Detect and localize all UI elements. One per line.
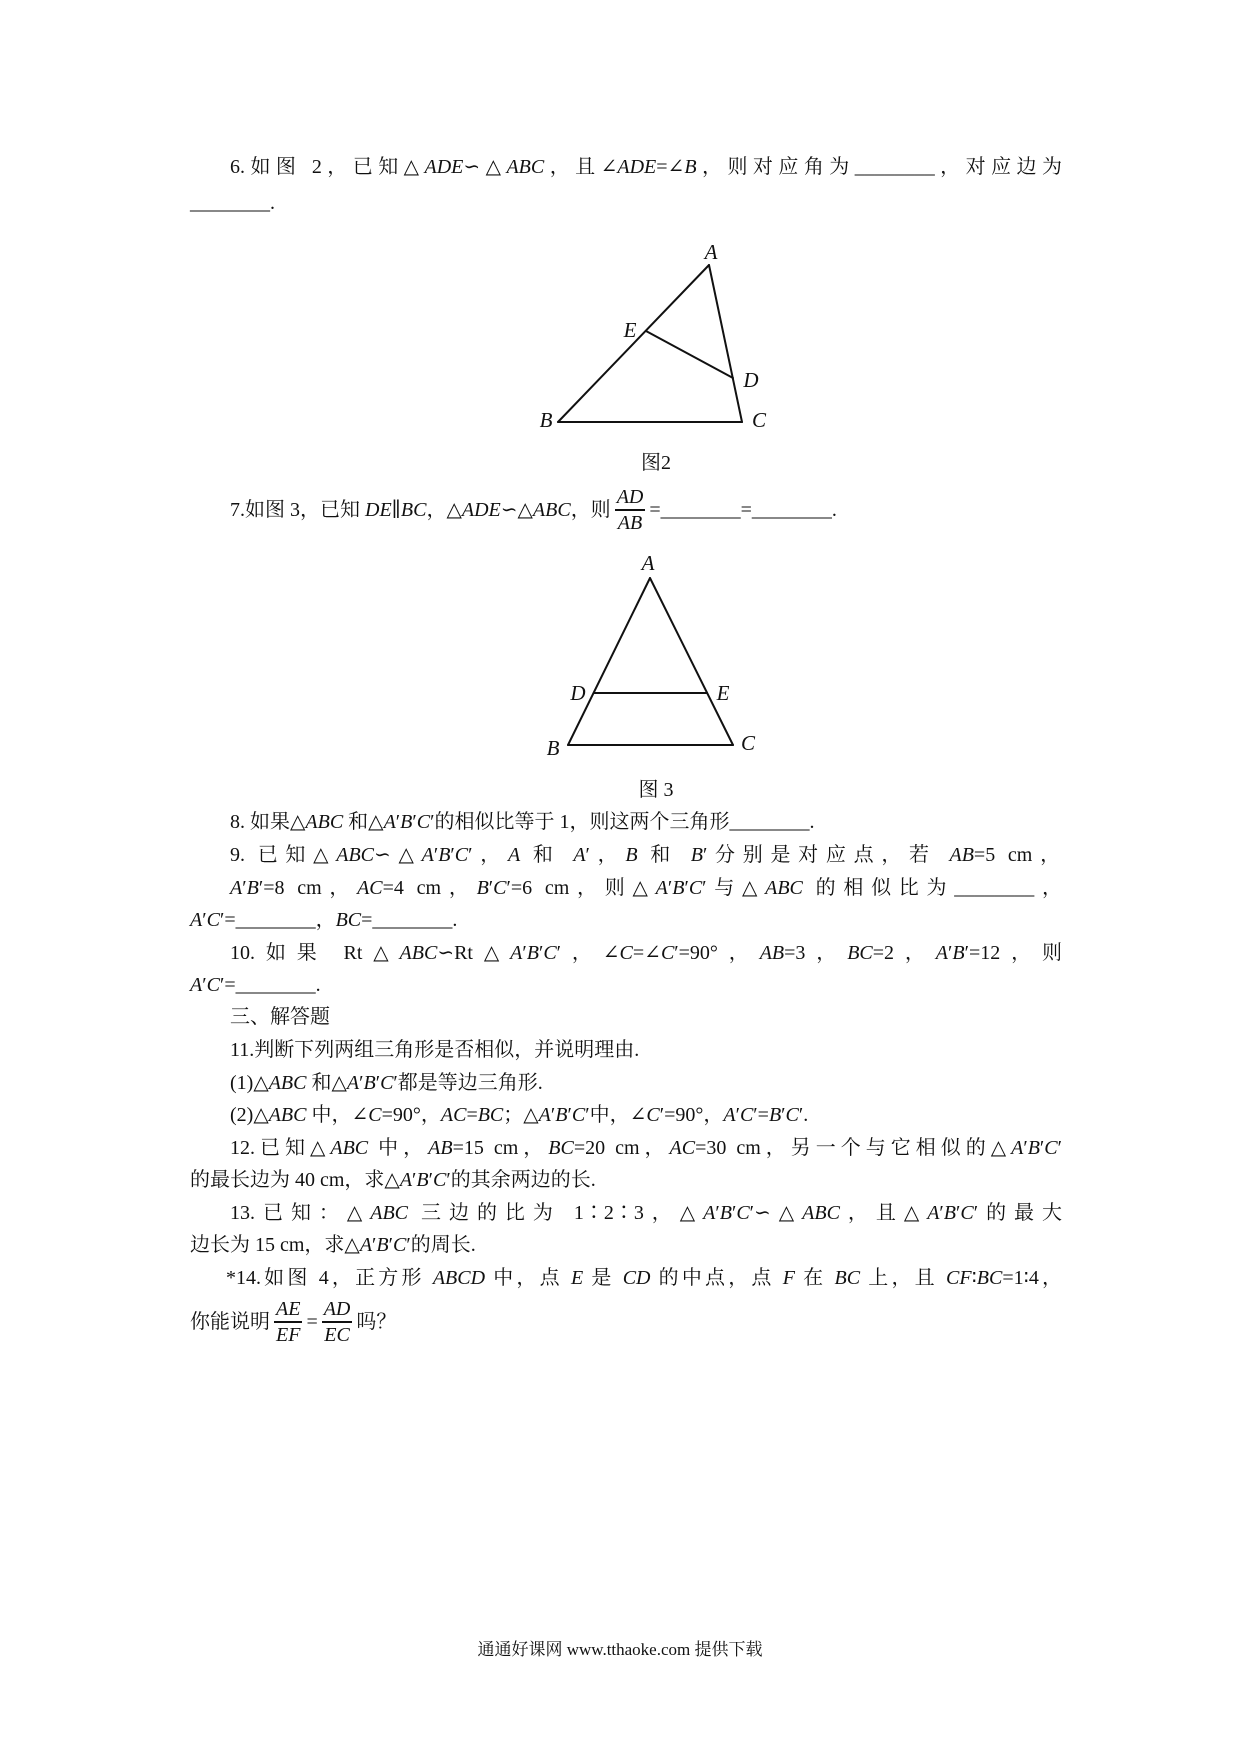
label-d: D xyxy=(743,368,759,392)
q9-line1: 9. 已知△ABC∽△A′B′C′，A 和 A′，B 和 B′分别是对应点，若 AB=5 cm， xyxy=(230,844,1061,866)
label-b: B xyxy=(546,736,560,760)
side-ab xyxy=(558,265,709,422)
q7-suffix: =________=________. xyxy=(649,499,837,521)
q14-fraction-right xyxy=(322,1297,353,1347)
q7-fraction xyxy=(615,485,646,535)
label-c: C xyxy=(740,731,756,755)
q10-line1: 10.如果 Rt△ABC∽Rt△A′B′C′，∠C=∠C′=90°，AB=3，BC=2，A′B′=12，则 xyxy=(230,942,1063,964)
label-e: E xyxy=(716,681,730,705)
q8-line: 8. 如果△ABC 和△A′B′C′的相似比等于 1，则这两个三角形________. xyxy=(230,811,815,833)
q9-line3: A′C′=________，BC=________. xyxy=(190,909,458,931)
fraction-denominator: EF xyxy=(276,1324,301,1346)
q10-line2: A′C′=________. xyxy=(190,974,321,996)
fraction-denominator: AB xyxy=(617,512,643,534)
side-ab xyxy=(568,578,650,745)
figure-3-caption: 图 3 xyxy=(638,779,674,801)
fraction-numerator: AD xyxy=(323,1298,351,1320)
q9-line2: A′B′=8 cm，AC=4 cm，B′C′=6 cm，则△A′B′C′与△ABC 的相似比为________， xyxy=(230,877,1062,899)
q12-line2: 的最长边为 40 cm，求△A′B′C′的其余两边的长. xyxy=(190,1169,596,1191)
fraction-denominator: EC xyxy=(324,1324,350,1346)
q14-line1: *14.如图 4，正方形 ABCD 中，点 E 是 CD 的中点，点 F 在 BC 上，且 CF∶BC=1∶4， xyxy=(226,1267,1063,1289)
fraction-numerator: AD xyxy=(616,486,644,508)
q6-line1: 6.如图 2，已知△ADE∽△ABC，且∠ADE=∠B，则对应角为________，对应边为 xyxy=(230,156,1063,178)
figure-3-diagram xyxy=(520,545,780,760)
side-ac xyxy=(709,265,742,422)
figure-2-diagram xyxy=(520,240,790,440)
segment-ed xyxy=(646,331,733,378)
q11-part2: (2)△ABC 中，∠C=90°，AC=BC；△A′B′C′中，∠C′=90°，A′C′=B′C′. xyxy=(230,1104,809,1126)
side-ac xyxy=(650,578,733,745)
q11-stem: 11.判断下列两组三角形是否相似，并说明理由. xyxy=(230,1039,640,1061)
q6-line2: ________. xyxy=(190,192,275,214)
figure-2-caption: 图2 xyxy=(641,452,671,474)
page-footer: 通通好课网 www.tthaoke.com 提供下载 xyxy=(477,1640,763,1659)
q11-part1: (1)△ABC 和△A′B′C′都是等边三角形. xyxy=(230,1072,543,1094)
q7-line xyxy=(230,484,837,536)
label-c: C xyxy=(751,408,767,432)
label-b: B xyxy=(539,408,553,432)
q14-suffix: 吗？ xyxy=(356,1311,397,1333)
q14-fraction-left xyxy=(274,1297,302,1347)
label-d: D xyxy=(570,681,586,705)
q13-line2: 边长为 15 cm，求△A′B′C′的周长. xyxy=(190,1234,476,1256)
label-e: E xyxy=(623,318,637,342)
q14-line2 xyxy=(190,1296,396,1348)
label-a: A xyxy=(704,240,718,264)
q12-line1: 12.已知△ABC 中，AB=15 cm，BC=20 cm，AC=30 cm，另一个与它相似的△A′B′C′ xyxy=(230,1137,1063,1159)
label-a: A xyxy=(641,551,655,575)
fraction-numerator: AE xyxy=(276,1298,301,1320)
section-3-title: 三、解答题 xyxy=(230,1006,330,1028)
q13-line1: 13.已知：△ABC 三边的比为 1∶2∶3，△A′B′C′∽△ABC，且△A′B′C′的最大 xyxy=(230,1202,1063,1224)
q14-equals: = xyxy=(306,1311,318,1333)
q7-prefix: 7.如图 3，已知 DE∥BC，△ADE∽△ABC，则 xyxy=(230,499,611,521)
q14-prefix: 你能说明 xyxy=(190,1311,270,1333)
